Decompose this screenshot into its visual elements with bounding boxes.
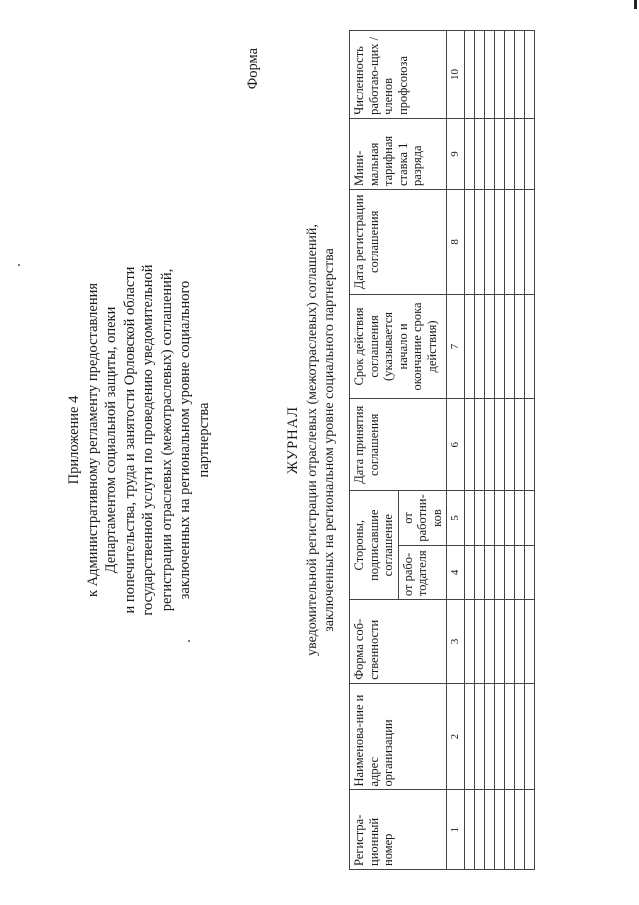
appendix-line: к Административному регламенту предоставления [84, 282, 101, 598]
empty-cell [514, 683, 524, 790]
header-min-rate: Мини-мальная тарифная ставка 1 разряда [350, 118, 447, 189]
empty-cell [474, 190, 484, 295]
empty-cell [504, 118, 514, 189]
empty-cell [514, 399, 524, 491]
empty-cell [494, 294, 504, 399]
empty-cell [494, 491, 504, 545]
empty-cell [484, 545, 494, 599]
empty-cell [524, 118, 534, 189]
column-number: 8 [447, 190, 465, 295]
form-label: Форма [245, 48, 261, 90]
appendix-line: заключенных на региональном уровне социального [177, 280, 193, 600]
header-parties: Стороны, подписавшие соглашение [350, 491, 399, 600]
empty-cell [524, 545, 534, 599]
journal-subtitle [305, 100, 338, 780]
empty-cell [504, 31, 514, 119]
empty-cell [494, 31, 504, 119]
empty-cell [484, 118, 494, 189]
empty-cell [504, 294, 514, 399]
empty-cell [484, 294, 494, 399]
empty-cell [504, 683, 514, 790]
appendix-line: партнерства [195, 402, 212, 478]
empty-cell [484, 491, 494, 545]
document-sheet [17, 20, 622, 880]
empty-cell [514, 190, 524, 295]
empty-cell [514, 118, 524, 189]
empty-cell [524, 31, 534, 119]
header-union-count: Численность работаю-щих / членов профсоюза [350, 31, 447, 119]
header-registration-date: Дата регистрации соглашения [350, 190, 447, 295]
empty-cell [494, 600, 504, 684]
empty-row [524, 31, 534, 870]
empty-cell [464, 545, 474, 599]
empty-cell [514, 600, 524, 684]
column-number: 6 [447, 399, 465, 491]
header-parties-workers: от работни-ков [398, 491, 447, 545]
empty-cell [504, 600, 514, 684]
page-edge-mark [634, 0, 637, 9]
empty-cell [504, 491, 514, 545]
journal-title: ЖУРНАЛ [285, 406, 301, 474]
empty-cell [514, 545, 524, 599]
empty-cell [494, 118, 504, 189]
empty-cell [464, 491, 474, 545]
empty-cell [474, 491, 484, 545]
empty-cell [464, 790, 474, 870]
appendix-line: Приложение 4 [66, 395, 82, 485]
appendix-line: регистрации отраслевых (межотраслевых) соглашений, [158, 268, 175, 612]
empty-cell [484, 31, 494, 119]
empty-cell [524, 683, 534, 790]
empty-cell [484, 190, 494, 295]
empty-cell [524, 491, 534, 545]
empty-row [464, 31, 474, 870]
empty-cell [464, 600, 474, 684]
column-number: 3 [447, 600, 465, 684]
header-adoption-date: Дата принятия соглашения [350, 399, 447, 491]
column-number: 9 [447, 118, 465, 189]
appendix-header [65, 140, 213, 740]
empty-row [484, 31, 494, 870]
empty-cell [464, 399, 474, 491]
header-reg-number: Регистра-ционный номер [350, 790, 447, 870]
journal-subtitle-line: уведомительной регистрации отраслевых (межотраслевых) соглашений, [305, 224, 320, 656]
column-number: 5 [447, 491, 465, 545]
empty-cell [524, 600, 534, 684]
column-number: 1 [447, 790, 465, 870]
empty-cell [474, 545, 484, 599]
empty-cell [474, 118, 484, 189]
appendix-line: и попечительства, труда и занятости Орловской области [121, 266, 138, 614]
empty-cell [524, 790, 534, 870]
registration-table [349, 30, 535, 870]
column-number: 10 [447, 31, 465, 119]
empty-cell [514, 491, 524, 545]
empty-cell [474, 399, 484, 491]
header-org-name: Наименова-ние и адрес организации [350, 683, 447, 790]
header-validity: Срок действия соглашения (указывается начало и окончание срока действия) [350, 294, 447, 399]
empty-cell [474, 294, 484, 399]
empty-row [494, 31, 504, 870]
column-number-row [447, 31, 465, 870]
empty-cell [474, 31, 484, 119]
empty-cell [464, 190, 474, 295]
empty-cell [484, 683, 494, 790]
header-parties-employer: от рабо-тодателя [398, 545, 447, 599]
empty-cell [514, 31, 524, 119]
empty-row [504, 31, 514, 870]
empty-cell [474, 683, 484, 790]
empty-cell [494, 790, 504, 870]
header-ownership: Форма соб-ственности [350, 600, 447, 684]
column-number: 7 [447, 294, 465, 399]
empty-cell [504, 790, 514, 870]
empty-cell [524, 190, 534, 295]
empty-cell [504, 190, 514, 295]
empty-cell [514, 790, 524, 870]
empty-cell [524, 399, 534, 491]
empty-cell [494, 399, 504, 491]
empty-cell [474, 600, 484, 684]
empty-cell [494, 190, 504, 295]
empty-cell [484, 600, 494, 684]
column-number: 2 [447, 683, 465, 790]
empty-cell [464, 31, 474, 119]
empty-cell [484, 790, 494, 870]
empty-cell [464, 294, 474, 399]
column-number: 4 [447, 545, 465, 599]
empty-row [474, 31, 484, 870]
journal-subtitle-line: заключенных на региональном уровне социального партнерства [321, 248, 337, 632]
empty-cell [514, 294, 524, 399]
empty-cell [494, 683, 504, 790]
empty-cell [504, 399, 514, 491]
empty-cell [474, 790, 484, 870]
empty-cell [464, 118, 474, 189]
empty-cell [494, 545, 504, 599]
empty-cell [504, 545, 514, 599]
appendix-line: Департаментом социальной защиты, опеки [103, 306, 119, 574]
empty-row [514, 31, 524, 870]
table-header-row [350, 31, 399, 870]
empty-cell [524, 294, 534, 399]
empty-cell [484, 399, 494, 491]
empty-cell [464, 683, 474, 790]
appendix-line: государственной услуги по проведению уведомительной [140, 264, 156, 616]
